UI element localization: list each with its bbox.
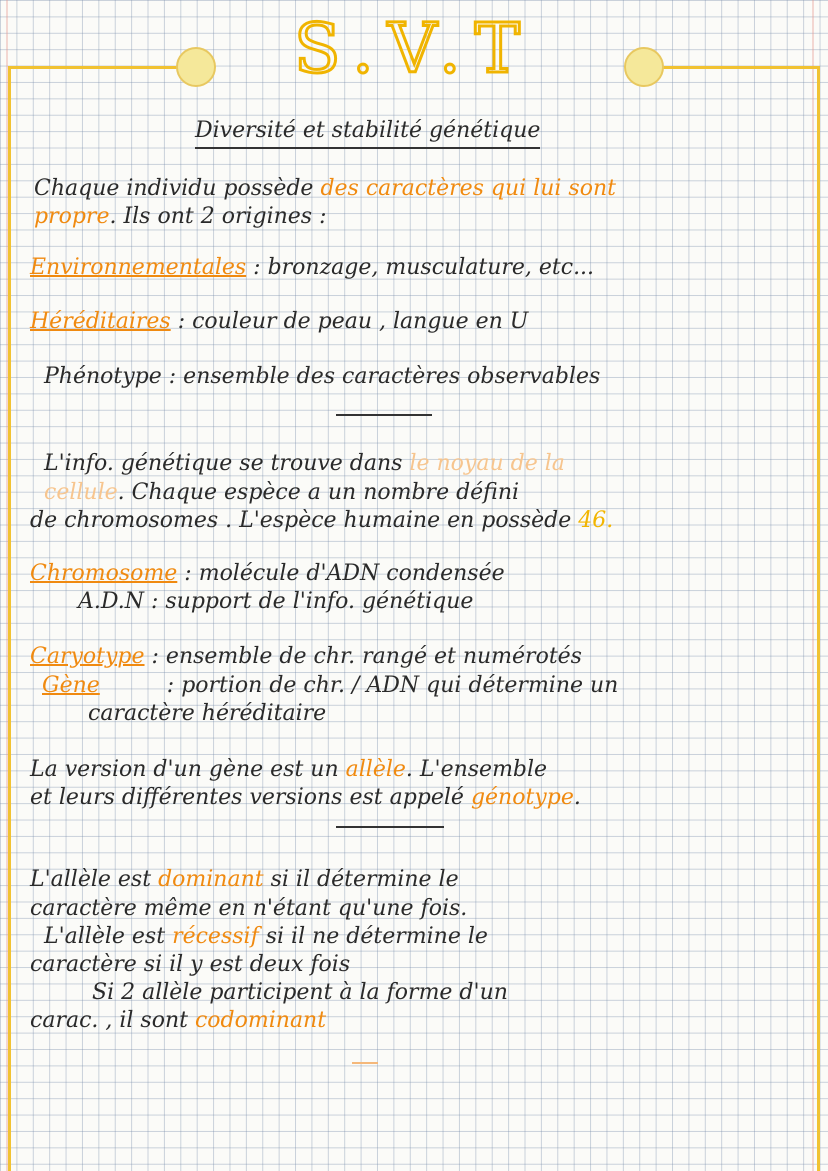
term-recessif: récessif [172,924,259,949]
note-line-7 [44,479,519,507]
text: de chromosomes . L'espèce humaine en possède [30,508,572,533]
frame-left [8,66,11,1171]
text: . Chaque espèce a un nombre défini [117,480,520,505]
note-line-18 [44,923,488,951]
term-environnementales: Environnementales [30,255,247,280]
text: L'allèle est [44,924,166,949]
highlight-text: cellule [44,480,118,505]
text: caractère héréditaire [88,701,327,726]
text: carac. , il sont [30,1008,188,1033]
note-line-6 [44,450,565,478]
term-genotype: génotype [470,785,574,810]
section-divider-2 [336,826,444,828]
text: L'allèle est [30,867,152,892]
term-gene: Gène [42,673,100,698]
note-line-8 [30,507,613,535]
note-line-11 [30,643,582,671]
text: si il détermine le [270,867,459,892]
note-line-9 [30,560,505,588]
text: : couleur de peau , langue en U [177,309,529,334]
text: Phénotype : ensemble des caractères observables [44,364,601,389]
section-divider-1 [336,414,432,416]
note-line-4 [30,308,528,336]
text: . [573,785,581,810]
note-line-17 [30,895,467,923]
text: caractère si il y est deux fois [30,952,351,977]
note-line-5 [44,363,600,391]
text: . L'ensemble [405,757,548,782]
margin-line-right [812,0,814,1171]
text: : ensemble de chr. rangé et numérotés [151,644,582,669]
text: Si 2 allèle participent à la forme d'un [92,980,508,1005]
note-line-10 [78,588,473,616]
note-line-3 [30,254,594,282]
text: caractère même en n'étant qu'une fois. [30,896,468,921]
note-line-19 [30,951,350,979]
text: si il ne détermine le [265,924,488,949]
frame-right [817,66,820,1171]
note-line-15 [30,784,581,812]
note-line-20 [92,979,508,1007]
term-allele: allèle [345,757,406,782]
text: Chaque individu possède [34,176,314,201]
term-chromosome: Chromosome [30,561,178,586]
note-line-21 [30,1007,326,1035]
note-line-2 [34,203,327,231]
text: L'info. génétique se trouve dans [44,451,403,476]
term-dominant: dominant [158,867,264,892]
page-subtitle: Diversité et stabilité génétique [195,117,540,149]
term-hereditaires: Héréditaires [30,309,171,334]
end-mark [352,1062,378,1064]
text: : portion de chr. / ADN qui détermine un [166,673,619,698]
text: : molécule d'ADN condensée [184,561,505,586]
text: . Ils ont 2 origines : [109,204,327,229]
highlight-number: 46. [578,508,614,533]
note-line-14 [30,756,547,784]
note-line-16 [30,866,459,894]
page-title: S.V.T [294,10,534,89]
highlight-text: le noyau de la [409,451,565,476]
term-caryotype: Caryotype [30,644,145,669]
text: : bronzage, musculature, etc... [253,255,595,280]
highlight-text: des caractères qui lui sont [320,176,616,201]
text: La version d'un gène est un [30,757,339,782]
text: et leurs différentes versions est appelé [30,785,464,810]
note-line-1 [34,175,616,203]
highlight-text: propre [34,204,110,229]
note-line-13 [88,700,326,728]
note-line-12 [42,672,618,700]
term-codominant: codominant [194,1008,327,1033]
text: A.D.N : support de l'info. génétique [78,589,474,614]
